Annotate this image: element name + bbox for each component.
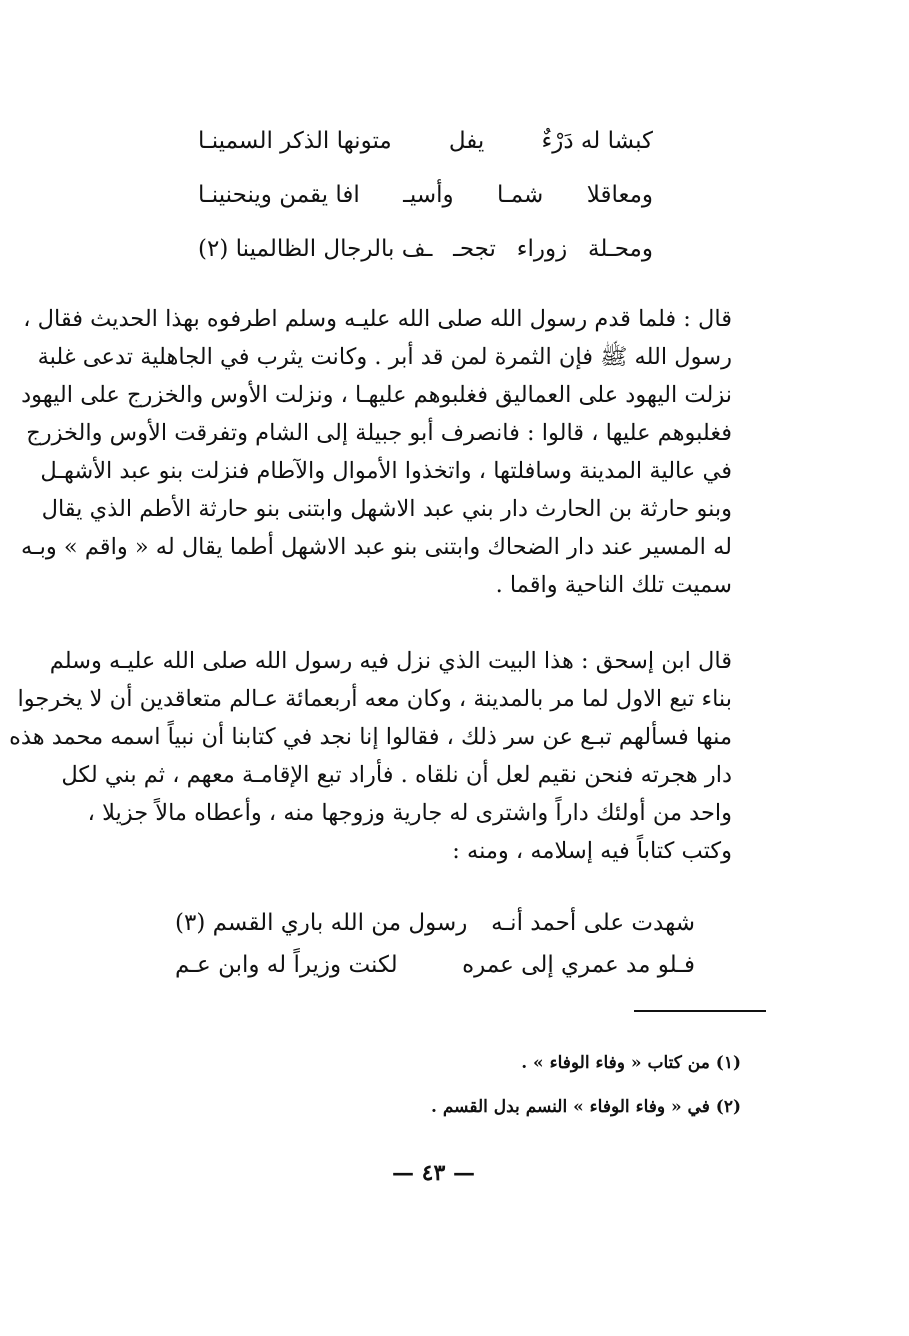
poem1-line-3-part-4: ـف بالرجال الظالمينا (٢) — [198, 236, 433, 262]
poem1-line-3-part-3: تجحـ — [453, 236, 496, 262]
paragraph-1-line: سميت تلك الناحية واقما . — [495, 572, 732, 598]
poem1-line-1-part-1: كبشا له دَرْءٌ — [541, 128, 653, 154]
footnote-2: (٢) في « وفاء الوفاء » النسم بدل القسم . — [431, 1097, 741, 1117]
footnote-1: (١) من كتاب « وفاء الوفاء » . — [521, 1053, 741, 1073]
poem1-line-3 — [198, 236, 653, 262]
paragraph-2-line: وكتب كتاباً فيه إسلامه ، ومنه : — [452, 838, 732, 864]
poem1-line-3-part-2: زوراء — [516, 236, 568, 262]
paragraph-1-line: رسول الله ﷺ فإن الثمرة لمن قد أبر . وكانت يثرب في الجاهلية تدعى غلبة — [37, 344, 732, 370]
paragraph-1-line: له المسير عند دار الضحاك وابتنى بنو عبد الاشهل أطما يقال له « واقم » وبـه — [20, 534, 732, 560]
paragraph-1-line: قال : فلما قدم رسول الله صلى الله عليـه وسلم اطرفوه بهذا الحديث فقال ، — [23, 306, 732, 332]
poem1-line-2-part-3: وأسيـ — [403, 182, 454, 208]
paragraph-1-line: فغلبوهم عليها ، قالوا : فانصرف أبو جبيلة إلى الشام وتفرقت الأوس والخزرج — [26, 420, 732, 446]
poem2-line-2 — [175, 952, 695, 978]
poem2-line-2-hemistich-2: لكنت وزيراً له وابن عـم — [175, 952, 398, 978]
paragraph-2 — [9, 642, 732, 870]
poem2-line-2-hemistich-1: فـلو مد عمري إلى عمره — [462, 952, 695, 978]
footnote-separator — [634, 1010, 766, 1012]
poem1-line-1-part-3: متونها الذكر السمينـا — [198, 128, 392, 154]
poem2-line-1-hemistich-1: شهدت على أحمد أنـه — [491, 910, 695, 936]
poem2-line-1 — [175, 910, 695, 936]
paragraph-2-line: واحد من أولئك داراً واشترى له جارية وزوجها منه ، وأعطاه مالاً جزيلا ، — [87, 800, 732, 826]
poem1-line-1-part-2: يفل — [448, 128, 485, 154]
paragraph-1 — [20, 300, 732, 604]
paragraph-2-line: بناء تبع الاول لما مر بالمدينة ، وكان معه أربعمائة عـالم متعاقدين أن لا يخرجوا — [17, 686, 732, 712]
paragraph-1-line: وبنو حارثة بن الحارث دار بني عبد الاشهل وابتنى بنو حارثة الأطم الذي يقال — [41, 496, 732, 522]
poem2-line-1-hemistich-2: رسول من الله باري القسم (٣) — [175, 910, 468, 936]
paragraph-1-line: نزلت اليهود على العماليق فغلبوهم عليهـا ، ونزلت الأوس والخزرج على اليهود — [21, 382, 732, 408]
poem1-line-2-part-2: شمـا — [497, 182, 544, 208]
paragraph-2-line: منها فسألهم تبـع عن سر ذلك ، فقالوا إنا نجد في كتابنا أن نبياً اسمه محمد هذه — [9, 724, 732, 750]
paragraph-1-line: في عالية المدينة وسافلتها ، واتخذوا الأموال والآطام فنزلت بنو عبد الأشهـل — [40, 458, 732, 484]
paragraph-2-line: دار هجرته فنحن نقيم لعل أن نلقاه . فأراد تبع الإقامـة معهم ، ثم بني لكل — [61, 762, 732, 788]
poem1-line-3-part-1: ومحـلة — [588, 236, 653, 262]
poem1-line-2-part-4: افا يقمن وينحنينـا — [198, 182, 360, 208]
page-number: — ٤٣ — — [392, 1160, 475, 1186]
poem1-line-1 — [198, 128, 653, 154]
paragraph-2-line: قال ابن إسحق : هذا البيت الذي نزل فيه رسول الله صلى الله عليـه وسلم — [49, 648, 732, 674]
poem1-line-2-part-1: ومعاقلا — [586, 182, 653, 208]
poem1-line-2 — [198, 182, 653, 208]
